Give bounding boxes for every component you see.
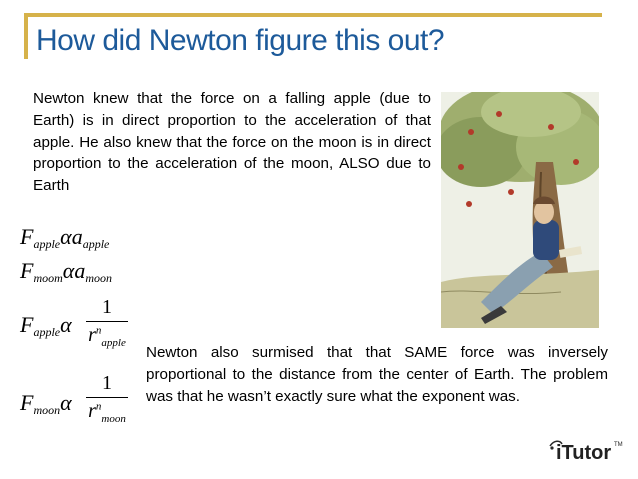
itutor-logo-tm: TM [614,442,623,448]
equation-apple-accel: $F_{apple}\alpha a_{apple}$ [20,224,110,251]
fraction-apple: 1 $r^n_{apple}$ [86,296,128,349]
top-accent-rule [24,13,602,17]
slide-title: How did Newton figure this out? [36,24,445,57]
surmise-paragraph: Newton also surmised that that SAME force was inversely proportional to the distance from the center of Earth. The problem was that he wasn’t exactly sure what the exponent was. [146,344,608,405]
equation-moon-inverse: $F_{moon}\alpha$ [20,390,72,417]
equation-apple-inverse: $F_{apple}\alpha$ [20,312,72,339]
newton-apple-tree-illustration [441,92,599,328]
intro-paragraph: Newton knew that the force on a falling apple (due to Earth) is in direct proportion to the acceleration of that apple. He also knew that the force on the moon is in direct proportion to the acceleration of the moon, ALSO due to Earth [33,90,431,195]
fraction-moon: 1 $r^n_{moon}$ [86,372,128,425]
itutor-logo-text: iTutor [556,442,612,464]
left-accent-rule [24,13,28,59]
equation-moon-accel: $F_{moom}\alpha a_{moon}$ [20,258,113,285]
